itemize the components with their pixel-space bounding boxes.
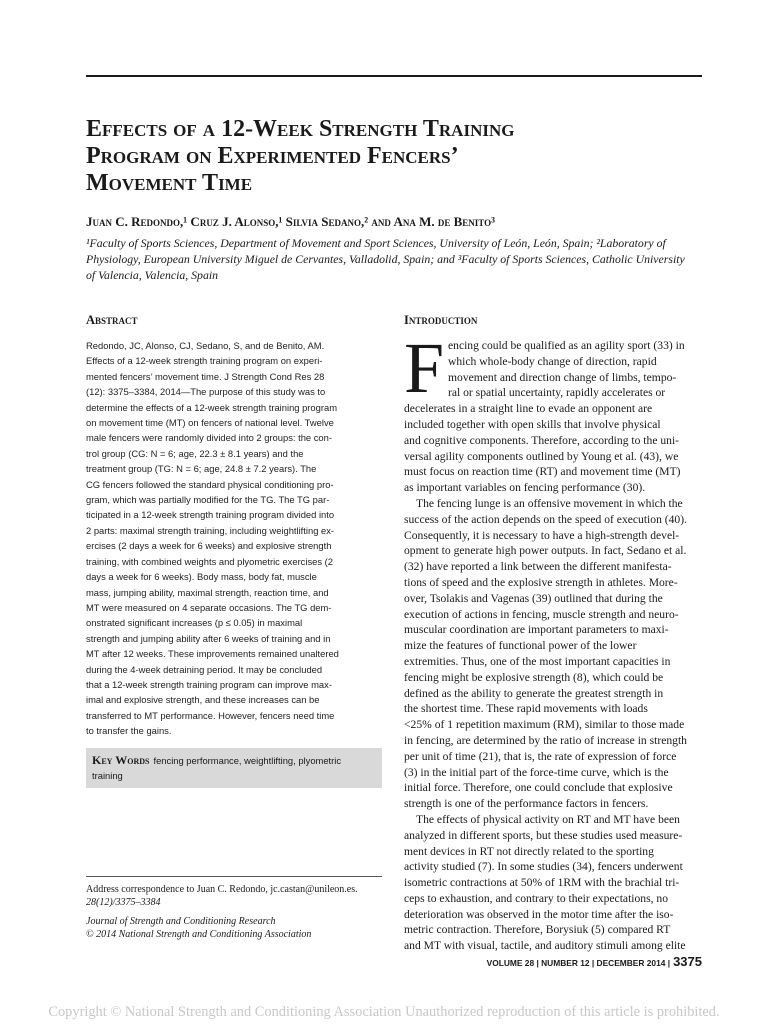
- abstract-line: ercises (2 days a week for 6 weeks) and explosive strength: [86, 540, 332, 552]
- introduction-body: [404, 328, 702, 954]
- journal-copyright: © 2014 National Strength and Conditioning Association: [86, 929, 312, 940]
- intro-line: which whole-body change of direction, rapid: [448, 354, 657, 368]
- intro-line: ceps to exhaustion, and contrary to their expectations, no: [404, 891, 669, 905]
- abstract-line: to transfer the gains.: [86, 725, 172, 737]
- left-column: [86, 312, 382, 788]
- intro-line: <25% of 1 repetition maximum (RM), similar to those made: [404, 718, 685, 732]
- intro-line: per unit of time (21), that is, the rate of expression of force: [404, 749, 677, 763]
- abstract-line: strength and jumping ability after 6 weeks of training and in: [86, 632, 331, 644]
- key-words-label: Key Words: [92, 752, 150, 767]
- abstract-line: 2 parts: maximal strength training, including weightlifting ex-: [86, 524, 335, 536]
- key-words-box: [86, 748, 382, 788]
- drop-cap: F: [404, 328, 445, 408]
- top-rule: [86, 75, 702, 77]
- intro-line: encing could be qualified as an agility sport (33) in: [448, 339, 685, 352]
- intro-line: success of the action depends on the speed of execution (40).: [404, 512, 687, 526]
- affiliation-line: Physiology, European University Miguel de Cervantes, Valladolid, Spain; and ³Faculty of Sports Sciences, Catholic University: [86, 252, 685, 266]
- abstract-line: CG fencers followed the standard physical conditioning pro-: [86, 478, 334, 490]
- abstract-line: determine the effects of a 12-week strength training program: [86, 401, 338, 413]
- abstract-line: that a 12-week strength training program can improve max-: [86, 678, 332, 690]
- intro-line: execution of actions in fencing, muscle strength and neuro-: [404, 607, 679, 621]
- key-words-text: fencing performance, weightlifting, plyometric: [153, 754, 342, 766]
- journal-name: Journal of Strength and Conditioning Research: [86, 916, 276, 927]
- affiliation-line: ¹Faculty of Sports Sciences, Department of Movement and Sport Sciences, University of León, León, Spain; ²Laboratory of: [86, 236, 666, 250]
- abstract-line: mass, jumping ability, maximal strength, reaction time, and: [86, 586, 329, 598]
- affiliation-line: of Valencia, Valencia, Spain: [86, 268, 219, 282]
- intro-line: included together with open skills that involve physical: [404, 417, 661, 431]
- abstract-line: during the 4-week detraining period. It may be concluded: [86, 663, 323, 675]
- intro-line: must focus on reaction time (RT) and movement time (MT): [404, 465, 681, 479]
- intro-line: analyzed in different sports, but these studies used measure-: [404, 828, 683, 842]
- abstract-line: ticipated in a 12-week strength training program divided into: [86, 509, 335, 521]
- intro-line: initial force. Therefore, one could conclude that explosive: [404, 781, 673, 795]
- abstract-line: on movement time (MT) on fencers of national level. Twelve: [86, 417, 334, 429]
- intro-line: extremities. Thus, one of the most important capacities in: [404, 654, 671, 668]
- correspondence-block: [86, 876, 382, 941]
- intro-line: fencing might be explosive strength (8), which could be: [404, 670, 664, 684]
- right-column: [404, 312, 702, 954]
- intro-line: the shortest time. These rapid movements with loads: [404, 702, 648, 716]
- intro-line: in fencing, are determined by the ratio of increase in strength: [404, 733, 687, 747]
- intro-line: (32) have reported a link between the different manifesta-: [404, 560, 672, 574]
- volume-reference: 28(12)/3375–3384: [86, 897, 161, 908]
- intro-line: over, Tsolakis and Vagenas (39) outlined that during the: [404, 591, 663, 605]
- intro-line: opment to generate high power outputs. In fact, Sedano et al.: [404, 544, 687, 558]
- abstract-line: male fencers were randomly divided into 2 groups: the con-: [86, 432, 332, 444]
- introduction-heading: Introduction: [404, 313, 478, 327]
- abstract-heading: Abstract: [86, 313, 138, 327]
- page-number: 3375: [673, 954, 702, 969]
- intro-line: muscular coordination are important parameters to maxi-: [404, 623, 669, 637]
- intro-line: versal agility components outlined by Young et al. (43), we: [404, 449, 679, 463]
- abstract-line: imal and explosive strength, and these increases can be: [86, 694, 320, 706]
- intro-line: (3) in the initial part of the force-time curve, which is the: [404, 765, 669, 779]
- intro-line: The fencing lunge is an offensive movement in which the: [416, 496, 683, 510]
- abstract-line: MT after 12 weeks. These improvements remained unaltered: [86, 648, 339, 660]
- key-words-text-cont: training: [92, 769, 123, 781]
- abstract-line: training, with combined weights and plyometric exercises (2: [86, 555, 333, 567]
- intro-line: activity studied (7). In some studies (34), fencers underwent: [404, 860, 683, 874]
- abstract-line: days a week for 6 weeks). Body mass, body fat, muscle: [86, 571, 317, 583]
- intro-line: mize the features of functional power of the lower: [404, 639, 637, 653]
- intro-line: ment devices in RT not directly related to the sporting: [404, 844, 654, 858]
- page-footer: [404, 954, 702, 969]
- abstract-line: transferred to MT performance. However, fencers need time: [86, 709, 335, 721]
- abstract-line: Redondo, JC, Alonso, CJ, Sedano, S, and de Benito, AM.: [86, 340, 325, 351]
- intro-line: tions of speed and the explosive strength in athletes. More-: [404, 575, 678, 589]
- intro-line: decelerates in a straight line to evade an opponent are: [404, 402, 653, 416]
- intro-line: and cognitive components. Therefore, according to the uni-: [404, 433, 680, 447]
- abstract-line: treatment group (TG: N = 6; age, 24.8 ± 7.2 years). The: [86, 463, 317, 475]
- intro-line: as important variables on fencing performance (30).: [404, 481, 646, 495]
- intro-line: deterioration was observed in the motor time after the iso-: [404, 907, 674, 921]
- intro-line: ral or spatial uncertainty, rapidly accelerates or: [448, 386, 666, 400]
- abstract-line: MT were measured on 4 separate occasions. The TG dem-: [86, 601, 332, 613]
- abstract-line: (12): 3375–3384, 2014—The purpose of this study was to: [86, 386, 326, 398]
- intro-line: metric contraction. Therefore, Borysiuk (5) compared RT: [404, 923, 671, 937]
- intro-line: Consequently, it is necessary to have a high-strength devel-: [404, 528, 680, 542]
- abstract-line: gram, which was partially modified for the TG. The TG par-: [86, 494, 330, 506]
- intro-line: The effects of physical activity on RT and MT have been: [416, 812, 680, 826]
- intro-line: isometric contractions at 50% of 1RM with the brachial tri-: [404, 876, 680, 890]
- affiliations: [86, 235, 702, 283]
- title-line: Movement Time: [86, 170, 253, 196]
- abstract-line: Effects of a 12-week strength training program on experi-: [86, 355, 323, 367]
- title-line: Effects of a 12-Week Strength Training: [86, 116, 515, 142]
- intro-line: defined as the ability to generate the greatest strength in: [404, 686, 664, 700]
- abstract-line: onstrated significant increases (p ≤ 0.05) in maximal: [86, 617, 303, 629]
- address-line: Address correspondence to Juan C. Redondo, jc.castan@unileon.es.: [86, 884, 358, 895]
- abstract-body: [86, 338, 382, 739]
- intro-line: and MT with visual, tactile, and auditory stimuli among elite: [404, 939, 686, 953]
- copyright-watermark: Copyright © National Strength and Conditioning Association Unauthorized reproduction of this article is prohibited.: [48, 1004, 720, 1020]
- article-title: [86, 116, 686, 197]
- author-list: Juan C. Redondo,¹ Cruz J. Alonso,¹ Silvia Sedano,² and Ana M. de Benito³: [86, 214, 496, 229]
- abstract-line: trol group (CG: N = 6; age, 22.3 ± 8.1 years) and the: [86, 447, 304, 459]
- title-line: Program on Experimented Fencers’: [86, 143, 459, 169]
- abstract-line: mented fencers’ movement time. J Strength Cond Res 28: [86, 370, 325, 382]
- intro-line: strength is one of the performance factors in fencers.: [404, 797, 649, 811]
- footer-volume: VOLUME 28 | NUMBER 12 | DECEMBER 2014 |: [486, 958, 671, 968]
- intro-line: movement and direction change of limbs, tempo-: [448, 370, 677, 384]
